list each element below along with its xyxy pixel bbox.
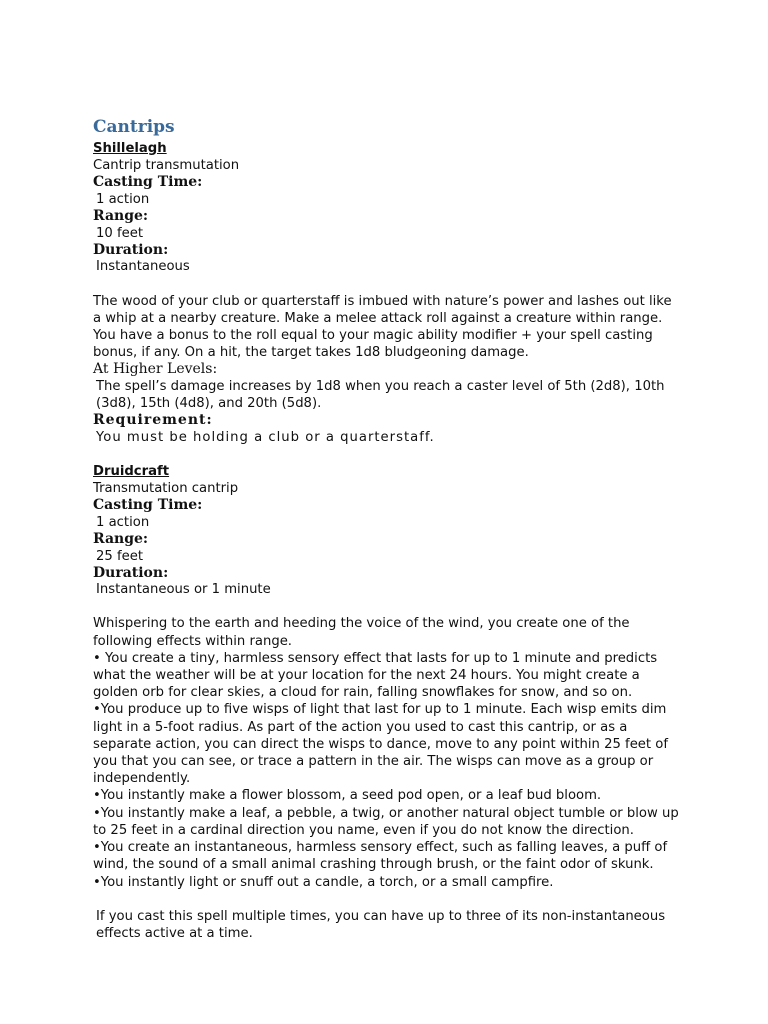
range-value: 10 feet: [96, 225, 144, 241]
duration-value: Instantaneous or 1 minute: [96, 582, 271, 598]
spell-druidcraft: [93, 463, 683, 942]
casting-time-value: 1 action: [96, 514, 150, 530]
spell-school: Transmutation cantrip: [93, 481, 239, 497]
range-value: 25 feet: [96, 548, 144, 564]
spell-name: Shillelagh: [93, 141, 167, 156]
duration-value: Instantaneous: [96, 259, 190, 275]
effect-item: •You create an instantaneous, harmless sensory effect, such as falling leaves, a puff of wind, the sound of a small animal crashing through brush, or the faint odor of skunk.: [93, 840, 668, 873]
higher-levels-label: At Higher Levels:: [93, 361, 218, 378]
range-label: Range:: [93, 208, 149, 225]
casting-time-label: Casting Time:: [93, 497, 203, 514]
effect-item: •You instantly make a flower blossom, a seed pod open, or a leaf bud bloom.: [93, 788, 602, 804]
effect-item: •You produce up to five wisps of light that last for up to 1 minute. Each wisp emits dim light in a 5-foot radius. As part of the action you used to cast this cantrip, or as a separate action, you can direct the wisps to dance, move to any point within 25 feet of you that you can see, or trace a pattern in the air. The wisps can move as a group or independently.: [93, 702, 668, 787]
effect-item: • You create a tiny, harmless sensory effect that lasts for up to 1 minute and predicts what the weather will be at your location for the next 24 hours. You might create a golden orb for clear skies, a cloud for rain, falling snowflakes for snow, and so on.: [93, 650, 658, 701]
section-heading: Cantrips: [93, 117, 175, 137]
spell-name: Druidcraft: [93, 463, 170, 479]
duration-label: Duration:: [93, 564, 169, 581]
requirement-label: Requirement:: [93, 412, 213, 429]
duration-label: Duration:: [93, 241, 169, 258]
spell-shillelagh: [93, 140, 683, 446]
spell-description: The wood of your club or quarterstaff is imbued with nature’s power and lashes out like a whip at a nearby creature. Make a melee attack roll against a creature within range. You have a bonus to the roll equal to your magic ability modifier + your spell casting bonus, if any. On a hit, the target takes 1d8 bludgeoning damage.: [93, 293, 672, 361]
range-label: Range:: [93, 531, 149, 548]
casting-time-label: Casting Time:: [93, 174, 203, 191]
requirement-text: You must be holding a club or a quarterstaff.: [96, 429, 435, 445]
effect-item: •You instantly make a leaf, a pebble, a twig, or another natural object tumble or blow up to 25 feet in a cardinal direction you name, even if you do not know the direction.: [93, 805, 679, 838]
casting-time-value: 1 action: [96, 191, 150, 207]
document-content: [93, 116, 683, 942]
spell-closing: If you cast this spell multiple times, you can have up to three of its non-instantaneous effects active at a time.: [96, 908, 666, 941]
spell-school: Cantrip transmutation: [93, 158, 240, 174]
effect-item: •You instantly light or snuff out a candle, a torch, or a small campfire.: [93, 874, 554, 890]
higher-levels-text: The spell’s damage increases by 1d8 when you reach a caster level of 5th (2d8), 10th (3d8), 15th (4d8), and 20th (5d8).: [96, 378, 665, 412]
spell-intro: Whispering to the earth and heeding the voice of the wind, you create one of the following effects within range.: [93, 616, 630, 649]
